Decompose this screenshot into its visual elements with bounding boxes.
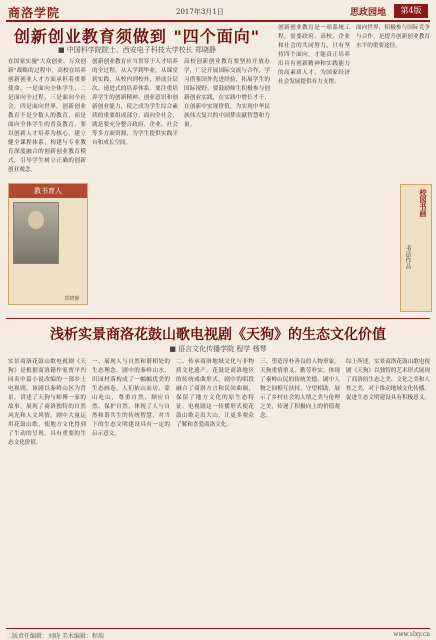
article-2-column-3: 二、传承商洛地域文化与非物质文化遗产。花鼓是商洛地区的传统戏曲形式，剧中的唱段融合了商洛方言和民间曲调，保留了地方文化的原生态特征。电视剧这一传播形式使花鼓山歌走出大山，让更多观众了解和喜爱商洛文化。 <box>176 359 254 428</box>
section-name: 思政园地 <box>349 8 386 18</box>
teacher-profile-box <box>8 183 88 305</box>
article-2-column-2: 一、展现人与自然和谐相处的生态理念。剧中的秦岭山水、田园村落构成了一幅幅优美的生态画卷。人们依山而居、靠山吃山，尊重自然、顺应自然、保护自然，体现了人与自然和谐共生的传统智慧，对当下的生态文明建设具有一定的启示意义。 <box>92 359 170 437</box>
article-1-column-3: 高校创新创业教育要坚持开放办学，广泛开展国际交流与合作，学习借鉴国外先进经验，拓展学生的国际视野。要鼓励师生积极参与创新创业实践，在实践中增长才干，在创新中实现价值，为实现中华民族伟大复兴的中国梦贡献智慧和力量。 <box>184 59 270 128</box>
issue-date: 2017年3月1日 <box>176 8 224 16</box>
calligraphy-box <box>400 184 432 312</box>
article-2-byline: ■ 语言文化传播学院 程学 杨琴 <box>169 345 267 353</box>
paper-name: 商洛学院 <box>8 6 61 20</box>
footer-website: www.slxy.cn <box>393 631 430 638</box>
article-1-byline: ■ 中国科学院院士、西安电子科技大学校长 郑晓静 <box>57 46 217 54</box>
page-footer <box>6 628 430 640</box>
article-2-column-4: 三、塑造淳朴善良的人物形象。天狗重情重义、勤劳朴实，体现了秦岭山民的传统美德。剧中人物之间相互扶持、守望相助，展示了乡村社会的人情之美与伦理之美，传递了积极向上的价值观念。 <box>260 359 340 419</box>
page-number: 第4版 <box>394 4 428 18</box>
calligraphy-artwork: 书法作品 <box>404 245 411 269</box>
article-2-column-1: 实景商洛花鼓山歌电视剧《天狗》是根据商洛籍作家贾平凹同名中篇小说改编的一部乡土电视剧。该剧以秦岭山区为背景，讲述了天狗与师傅一家的故事，展现了商洛独特的自然风光和人文风情。剧中大量运用花鼓山歌，使地方文化得到了生动的呈现，具有重要的生态文化价值。 <box>8 359 86 446</box>
teacher-photo <box>13 202 59 264</box>
teacher-box-title: 教书育人 <box>9 184 87 198</box>
calligraphy-title: 校园书画 <box>419 189 428 217</box>
article-1-column-2: 创新创业教育应当贯穿于人才培养的全过程，从入学到毕业，从课堂到实践，从校内到校外，形成分层次、递进式的培养体系。要注重培养学生的创新精神、创业意识和创新创业能力，使之成为学生综合素质的重要组成部分。面向全社会，就是要充分整合政府、企业、社会等多方面资源，为学生提供实践平台和成长空间。 <box>92 59 178 146</box>
article-1-column-1: 在国家实施"大众创业、万众创新"战略的过程中，高校在培养创新创业人才方面承担着重要使命。一是面向全体学生，二是面向全过程，三是面向全社会，四是面向世界。创新创业教育不是少数人的教育，而是面向全体学生的普及教育，要以创新人才培养为核心，建立健全课程体系，构建与专业教育深度融合的创新创业教育模式，引导学生树立正确的创新创业观念。 <box>8 59 86 173</box>
footer-editor-credit: 二版责任编辑：刘晓 美术编辑：程瑞 <box>6 633 104 640</box>
article-1-column-5: 面向世界，积极参与国际竞争与合作，是提升创新创业教育水平的重要途径。 <box>356 25 430 49</box>
article-2-headline: 浅析实景商洛花鼓山歌电视剧《天狗》的生态文化价值 <box>50 327 386 343</box>
masthead <box>6 4 430 22</box>
article-2-column-5: 综上所述，实景商洛花鼓山歌电视剧《天狗》以独特的艺术形式展现了商洛的生态之美、文化之美和人性之美，对于推动地域文化传播、促进生态文明建设具有积极意义。 <box>346 359 430 401</box>
teacher-box-caption: 郑晓静 <box>64 296 80 302</box>
article-1-headline: 创新创业教育须做到 "四个面向" <box>13 27 261 46</box>
article-divider <box>6 318 430 319</box>
article-1-column-4: 创新创业教育是一项系统工程，需要政府、高校、企业和社会的共同努力。只有坚持四个面向，才能真正培养出具有创新精神和实践能力的高素质人才，为国家经济社会发展提供有力支撑。 <box>278 25 350 85</box>
